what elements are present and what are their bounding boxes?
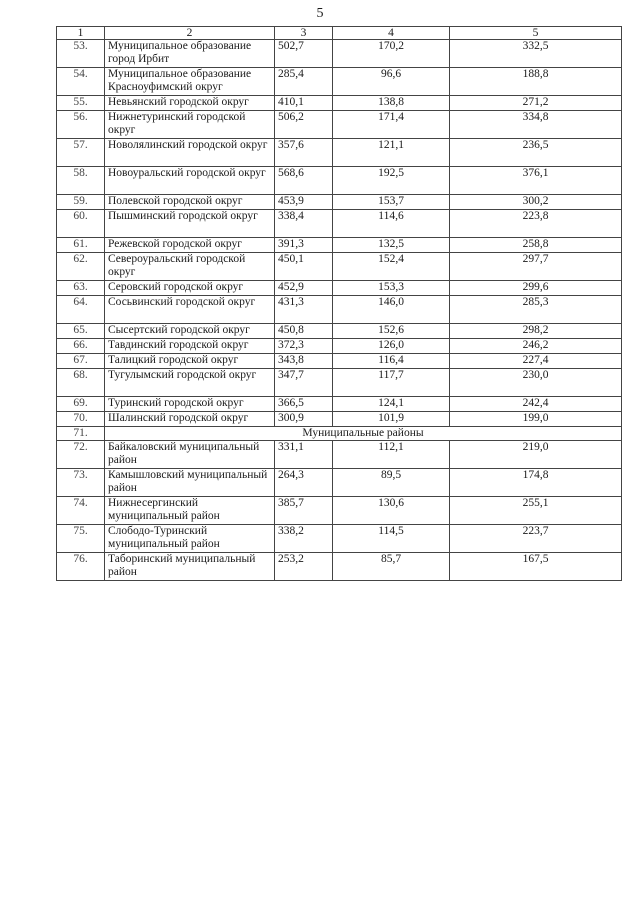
table-row [57, 525, 622, 553]
row-value-col5: 230,0 [450, 369, 622, 397]
row-value-col3: 338,2 [275, 525, 333, 553]
table-row [57, 354, 622, 369]
table-row [57, 324, 622, 339]
column-header: 4 [333, 27, 450, 40]
row-number: 54. [57, 68, 105, 96]
row-value-col5: 246,2 [450, 339, 622, 354]
row-name: Нижнесергинский муниципальный район [105, 497, 275, 525]
row-value-col5: 271,2 [450, 96, 622, 111]
row-value-col5: 174,8 [450, 469, 622, 497]
row-value-col5: 236,5 [450, 139, 622, 167]
row-value-col4: 130,6 [333, 497, 450, 525]
row-value-col4: 146,0 [333, 296, 450, 324]
row-name: Камышловский муниципальный район [105, 469, 275, 497]
table-row [57, 296, 622, 324]
row-value-col3: 568,6 [275, 167, 333, 195]
row-value-col5: 285,3 [450, 296, 622, 324]
section-number: 71. [57, 427, 105, 441]
row-value-col4: 153,7 [333, 195, 450, 210]
row-value-col4: 112,1 [333, 441, 450, 469]
table-row [57, 397, 622, 412]
row-value-col3: 264,3 [275, 469, 333, 497]
row-number: 75. [57, 525, 105, 553]
row-value-col4: 89,5 [333, 469, 450, 497]
row-name: Североуральский городской округ [105, 253, 275, 281]
row-value-col3: 431,3 [275, 296, 333, 324]
row-value-col5: 297,7 [450, 253, 622, 281]
row-value-col4: 170,2 [333, 40, 450, 68]
row-name: Тугулымский городской округ [105, 369, 275, 397]
table-row [57, 195, 622, 210]
row-number: 61. [57, 238, 105, 253]
table-row [57, 412, 622, 427]
row-name: Туринский городской округ [105, 397, 275, 412]
row-value-col5: 298,2 [450, 324, 622, 339]
row-value-col3: 347,7 [275, 369, 333, 397]
table-row [57, 238, 622, 253]
row-value-col4: 152,6 [333, 324, 450, 339]
row-value-col3: 506,2 [275, 111, 333, 139]
table-body-bottom [57, 441, 622, 581]
row-value-col5: 299,6 [450, 281, 622, 296]
row-value-col3: 391,3 [275, 238, 333, 253]
table-row [57, 210, 622, 238]
row-value-col3: 343,8 [275, 354, 333, 369]
row-value-col4: 116,4 [333, 354, 450, 369]
table-row [57, 469, 622, 497]
row-name: Муниципальное образование город Ирбит [105, 40, 275, 68]
row-value-col5: 258,8 [450, 238, 622, 253]
column-header: 2 [105, 27, 275, 40]
row-number: 74. [57, 497, 105, 525]
row-value-col5: 223,7 [450, 525, 622, 553]
row-number: 73. [57, 469, 105, 497]
row-value-col4: 114,6 [333, 210, 450, 238]
row-value-col4: 101,9 [333, 412, 450, 427]
row-number: 60. [57, 210, 105, 238]
row-name: Байкаловский муниципальный район [105, 441, 275, 469]
row-value-col4: 124,1 [333, 397, 450, 412]
row-name: Талицкий городской округ [105, 354, 275, 369]
row-number: 76. [57, 553, 105, 581]
table-body-top [57, 40, 622, 427]
row-value-col3: 331,1 [275, 441, 333, 469]
row-value-col5: 300,2 [450, 195, 622, 210]
row-value-col4: 171,4 [333, 111, 450, 139]
table-section [57, 427, 622, 441]
row-name: Пышминский городской округ [105, 210, 275, 238]
row-value-col5: 188,8 [450, 68, 622, 96]
row-value-col4: 96,6 [333, 68, 450, 96]
column-header: 5 [450, 27, 622, 40]
table-row [57, 253, 622, 281]
row-value-col5: 334,8 [450, 111, 622, 139]
row-number: 69. [57, 397, 105, 412]
row-name: Нижнетуринский городской округ [105, 111, 275, 139]
row-number: 58. [57, 167, 105, 195]
row-name: Серовский городской округ [105, 281, 275, 296]
table-row [57, 497, 622, 525]
row-name: Тавдинский городской округ [105, 339, 275, 354]
row-number: 68. [57, 369, 105, 397]
row-value-col3: 452,9 [275, 281, 333, 296]
row-value-col5: 376,1 [450, 167, 622, 195]
row-name: Невьянский городской округ [105, 96, 275, 111]
row-name: Таборинский муниципальный район [105, 553, 275, 581]
row-value-col3: 453,9 [275, 195, 333, 210]
row-value-col3: 450,8 [275, 324, 333, 339]
row-number: 56. [57, 111, 105, 139]
row-name: Муниципальное образование Красноуфимский округ [105, 68, 275, 96]
row-value-col5: 227,4 [450, 354, 622, 369]
row-value-col5: 223,8 [450, 210, 622, 238]
row-value-col4: 126,0 [333, 339, 450, 354]
row-value-col3: 366,5 [275, 397, 333, 412]
row-name: Новоуральский городской округ [105, 167, 275, 195]
table-header-row [57, 27, 622, 40]
table-row [57, 40, 622, 68]
row-value-col5: 255,1 [450, 497, 622, 525]
row-number: 59. [57, 195, 105, 210]
row-name: Новолялинский городской округ [105, 139, 275, 167]
row-value-col5: 242,4 [450, 397, 622, 412]
row-value-col3: 338,4 [275, 210, 333, 238]
table-row [57, 281, 622, 296]
row-number: 55. [57, 96, 105, 111]
row-value-col4: 153,3 [333, 281, 450, 296]
table-row [57, 339, 622, 354]
table-row [57, 139, 622, 167]
column-header: 3 [275, 27, 333, 40]
row-value-col3: 372,3 [275, 339, 333, 354]
row-value-col3: 502,7 [275, 40, 333, 68]
row-value-col4: 121,1 [333, 139, 450, 167]
row-value-col4: 138,8 [333, 96, 450, 111]
row-value-col3: 285,4 [275, 68, 333, 96]
table-row [57, 68, 622, 96]
row-number: 62. [57, 253, 105, 281]
row-name: Шалинский городской округ [105, 412, 275, 427]
page-number: 5 [316, 6, 324, 21]
row-value-col5: 199,0 [450, 412, 622, 427]
row-number: 63. [57, 281, 105, 296]
table-row [57, 167, 622, 195]
data-table [56, 26, 622, 581]
table-row [57, 441, 622, 469]
row-number: 66. [57, 339, 105, 354]
row-number: 57. [57, 139, 105, 167]
row-name: Полевской городской округ [105, 195, 275, 210]
table-row [57, 553, 622, 581]
column-header: 1 [57, 27, 105, 40]
row-value-col4: 85,7 [333, 553, 450, 581]
row-number: 64. [57, 296, 105, 324]
table-row [57, 96, 622, 111]
row-value-col3: 450,1 [275, 253, 333, 281]
row-value-col4: 132,5 [333, 238, 450, 253]
row-number: 67. [57, 354, 105, 369]
row-name: Сосьвинский городской округ [105, 296, 275, 324]
row-value-col3: 300,9 [275, 412, 333, 427]
table-row [57, 369, 622, 397]
row-value-col4: 152,4 [333, 253, 450, 281]
section-title: Муниципальные районы [105, 427, 622, 441]
row-number: 72. [57, 441, 105, 469]
row-value-col5: 219,0 [450, 441, 622, 469]
row-value-col4: 192,5 [333, 167, 450, 195]
row-name: Режевской городской округ [105, 238, 275, 253]
row-value-col5: 167,5 [450, 553, 622, 581]
row-name: Сысертский городской округ [105, 324, 275, 339]
row-value-col3: 357,6 [275, 139, 333, 167]
row-value-col3: 410,1 [275, 96, 333, 111]
table-row [57, 111, 622, 139]
row-value-col4: 117,7 [333, 369, 450, 397]
row-name: Слободо-Туринский муниципальный район [105, 525, 275, 553]
row-number: 53. [57, 40, 105, 68]
row-number: 70. [57, 412, 105, 427]
row-number: 65. [57, 324, 105, 339]
row-value-col5: 332,5 [450, 40, 622, 68]
row-value-col4: 114,5 [333, 525, 450, 553]
section-row [57, 427, 622, 441]
row-value-col3: 385,7 [275, 497, 333, 525]
row-value-col3: 253,2 [275, 553, 333, 581]
